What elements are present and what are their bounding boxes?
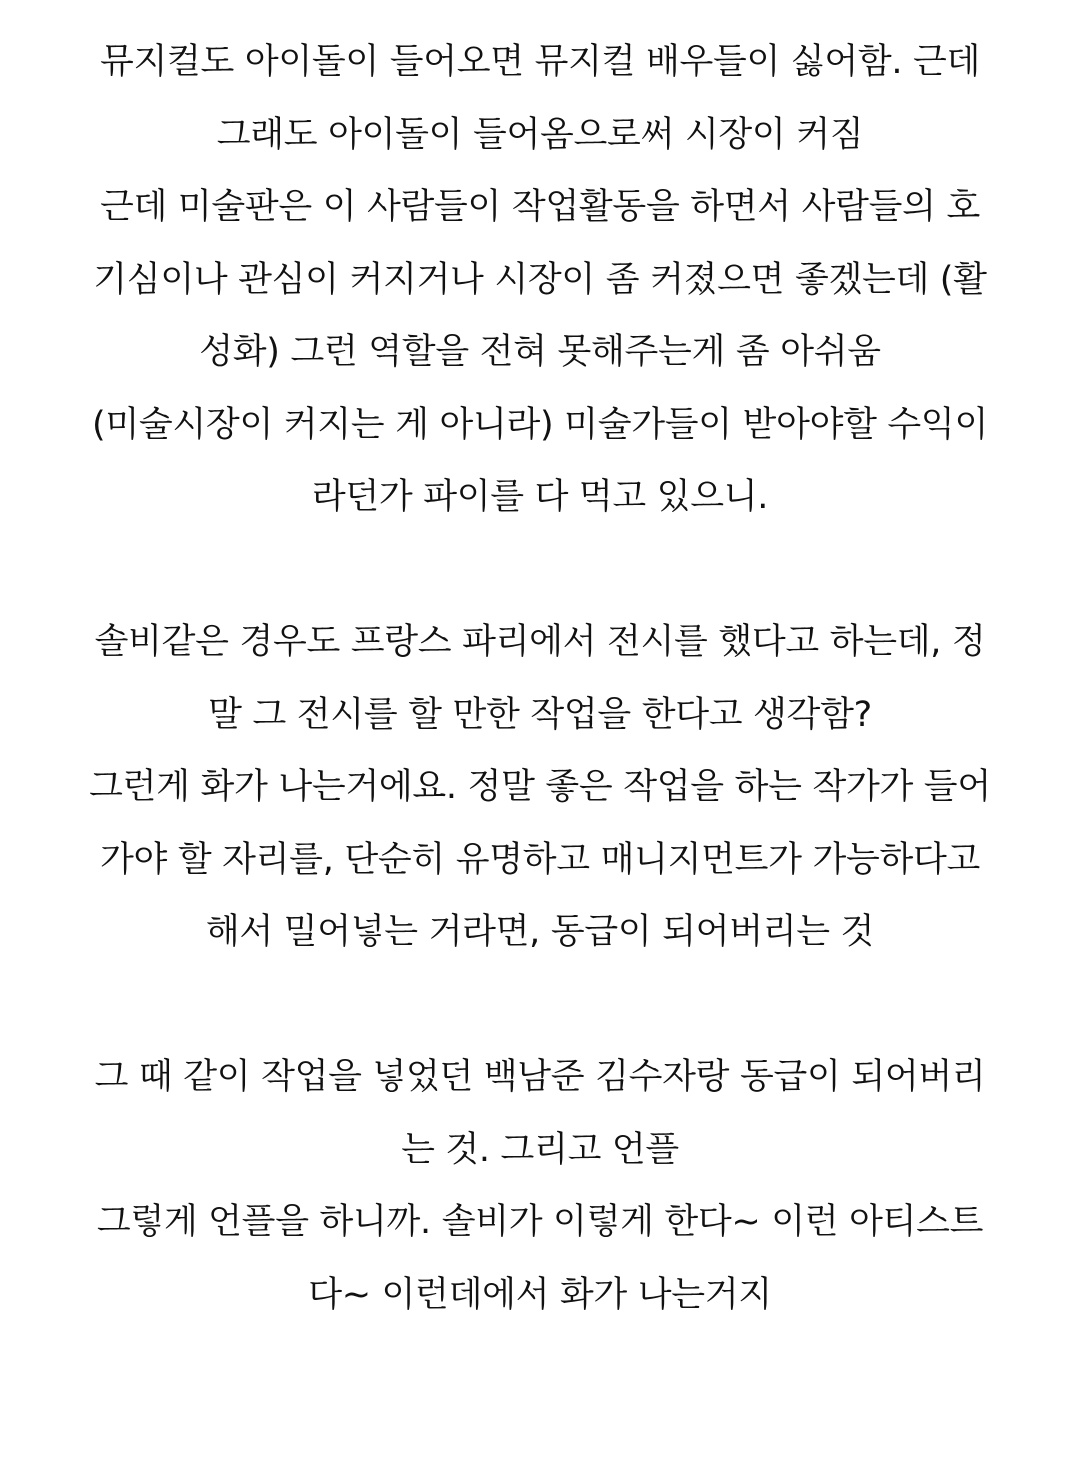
text-line: 말 그 전시를 할 만한 작업을 한다고 생각함? — [208, 694, 872, 735]
text-line: 가야 할 자리를, 단순히 유명하고 매니지먼트가 가능하다고 — [99, 839, 981, 880]
text-line: 성화) 그런 역할을 전혀 못해주는게 좀 아쉬움 — [199, 332, 881, 372]
paragraph-spacer — [30, 969, 1050, 1042]
paragraph-2 — [30, 606, 1050, 969]
text-line: (미술시장이 커지는 게 아니라) 미술가들이 받아야할 수익이 — [92, 404, 988, 445]
text-line: 라던가 파이를 다 먹고 있으니. — [311, 477, 769, 517]
paragraph-1 — [30, 26, 1050, 534]
article-text — [30, 26, 1050, 1331]
text-line: 그렇게 언플을 하니까. 솔비가 이렇게 한다~ 이런 아티스트 — [96, 1202, 984, 1242]
text-line: 기심이나 관심이 커지거나 시장이 좀 커졌으면 좋겠는데 (활 — [93, 259, 987, 300]
text-line: 그런게 화가 나는거에요. 정말 좋은 작업을 하는 작가가 들어 — [89, 767, 991, 807]
text-line: 그래도 아이돌이 들어옴으로써 시장이 커짐 — [216, 114, 864, 155]
text-line: 그 때 같이 작업을 넣었던 백남준 김수자랑 동급이 되어버리 — [94, 1057, 986, 1097]
text-line: 는 것. 그리고 언플 — [401, 1129, 679, 1170]
paragraph-3 — [30, 1041, 1050, 1331]
text-line: 솔비같은 경우도 프랑스 파리에서 전시를 했다고 하는데, 정 — [94, 622, 986, 662]
paragraph-spacer — [30, 534, 1050, 607]
text-line: 다~ 이런데에서 화가 나는거지 — [308, 1274, 772, 1315]
text-line: 근데 미술판은 이 사람들이 작업활동을 하면서 사람들의 호 — [99, 187, 981, 227]
text-line: 해서 밀어넣는 거라면, 동급이 되어버리는 것 — [205, 912, 875, 952]
text-line: 뮤지컬도 아이돌이 들어오면 뮤지컬 배우들이 싫어함. 근데 — [99, 42, 981, 82]
